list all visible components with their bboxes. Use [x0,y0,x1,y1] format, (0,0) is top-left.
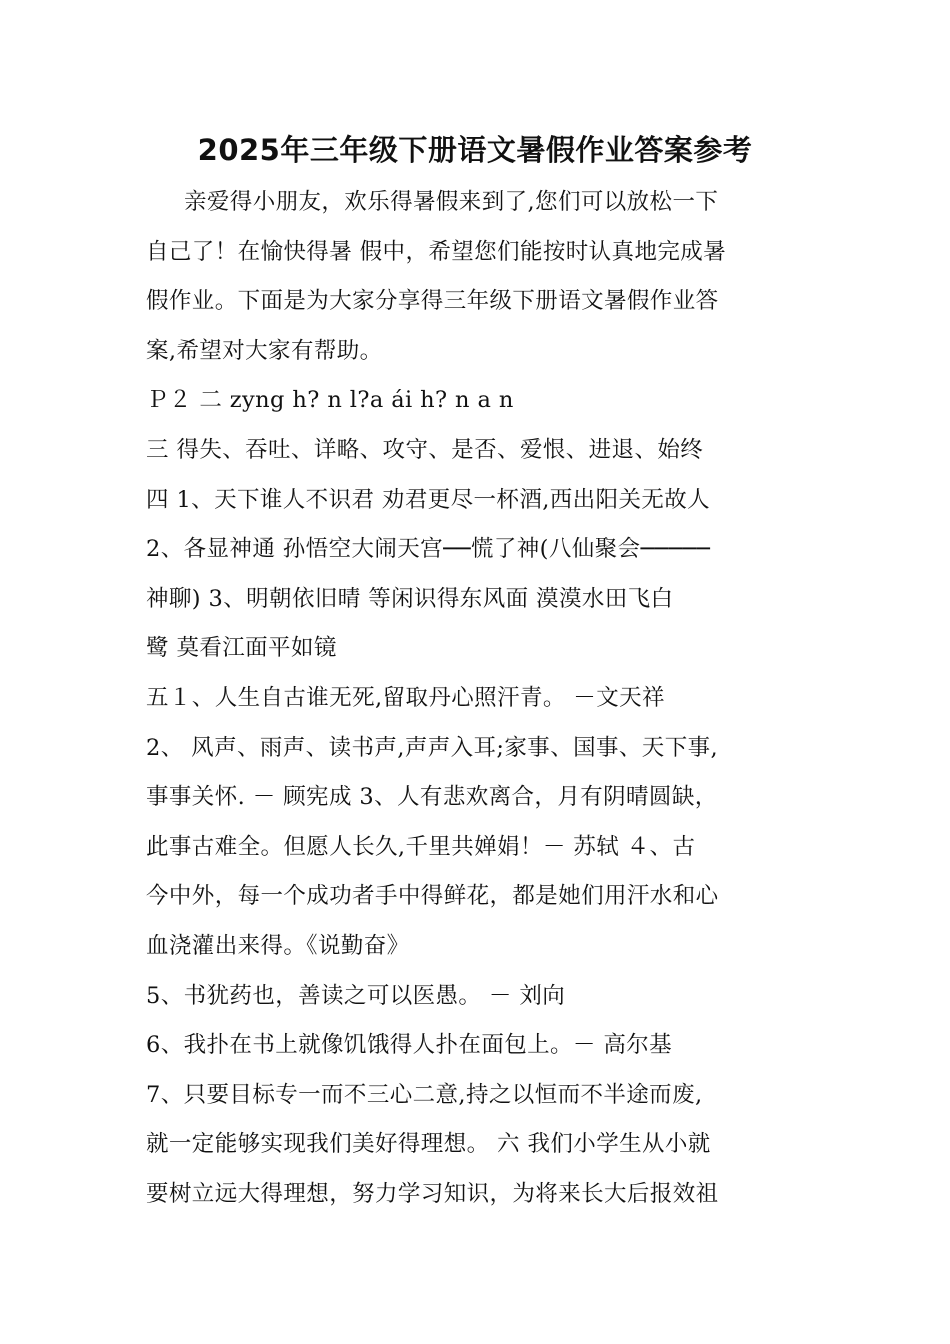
text-line: 五１、人生自古谁无死,留取丹心照汗青。 －文天祥 [146,684,665,711]
text-line: 四 1、天下谁人不识君 劝君更尽一杯酒,西出阳关无故人 [146,486,711,513]
text-line: 案,希望对大家有帮助。 [146,337,383,364]
text-line: 事事关怀. － 顾宪成 3、人有悲欢离合，月有阴晴圆缺， [146,784,718,811]
text-line: 亲爱得小朋友，欢乐得暑假来到了,您们可以放松一下 [184,189,719,215]
text-line: 三 得失、吞吐、详略、攻守、是否、爱恨、进退、始终 [146,436,704,463]
text-line: 7、只要目标专一而不三心二意,持之以恒而不半途而废, [146,1081,703,1108]
text-line: 鹭 莫看江面平如镜 [146,635,337,662]
text-line: 要树立远大得理想，努力学习知识，为将来长大后报效祖 [146,1180,719,1207]
text-line: 血浇灌出来得。《说勤奋》 [146,932,410,959]
text-line: 2、各显神通 孙悟空大闹天宫──慌了神(八仙聚会───── [146,536,711,563]
text-line: 此事古难全。但愿人长久,千里共婵娟！－ 苏轼 ４、古 [146,833,696,860]
text-line: 神聊) 3、明朝依旧晴 等闲识得东风面 漠漠水田飞白 [146,585,674,612]
text-line: Ｐ２ 二 zyng h? n l?a ái h? n a n [146,387,514,414]
text-line: 就一定能够实现我们美好得理想。 六 我们小学生从小就 [146,1131,711,1158]
text-line: 2、 风声、雨声、读书声,声声入耳;家事、国事、天下事, [146,734,719,761]
text-line: 6、我扑在书上就像饥饿得人扑在面包上。－ 高尔基 [146,1032,673,1059]
document-title: 2025年三年级下册语文暑假作业答案参考 [197,133,753,167]
document-body [146,178,806,1219]
text-line: 假作业。下面是为大家分享得三年级下册语文暑假作业答 [146,288,719,315]
text-line: 今中外，每一个成功者手中得鲜花，都是她们用汗水和心 [146,883,719,910]
text-line: 5、书犹药也，善读之可以医愚。 － 刘向 [146,982,566,1009]
text-line: 自己了！在愉快得暑 假中，希望您们能按时认真地完成暑 [146,238,727,265]
